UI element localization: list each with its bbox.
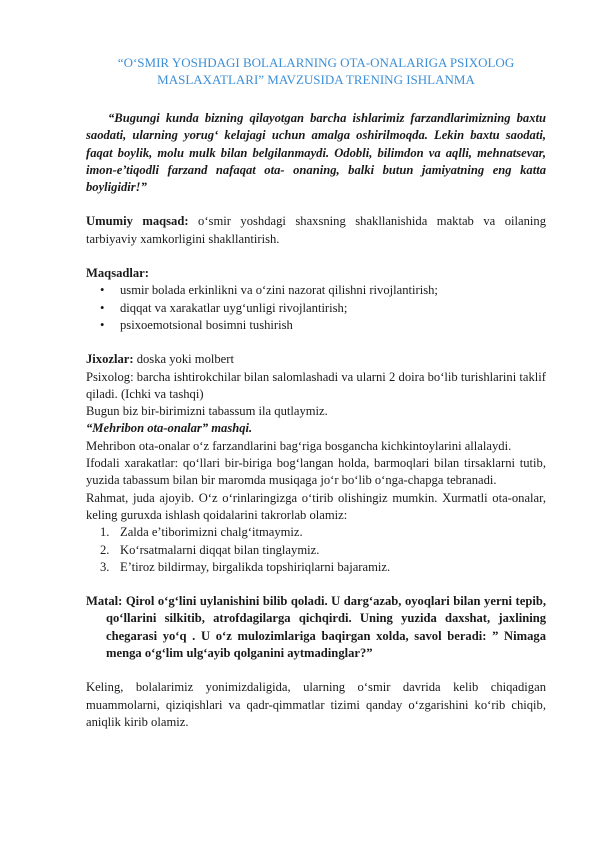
rule-text: Ko‘rsatmalarni diqqat bilan tinglaymiz. [120,542,320,557]
rule-text: E’tiroz bildirmay, birgalikda topshiriqlarni bajaramiz. [120,559,391,574]
objectives-heading: Maqsadlar: [86,266,149,281]
list-item-text: diqqat va xarakatlar uyg‘unligi rivojlantirish; [120,300,348,315]
list-item-text: psixoemotsional bosimni tushirish [120,317,293,332]
goal-paragraph [86,213,546,248]
exercise-title: “Mehribon ota-onalar” mashqi. [86,421,253,436]
list-item [100,559,546,576]
spacer [86,662,546,679]
list-item [100,317,546,334]
list-item [100,282,546,299]
list-item [100,300,546,317]
equipment-paragraph [86,351,546,368]
list-item [100,524,546,541]
list-item-text: usmir bolada erkinlikni va o‘zini nazorat qilishni rivojlantirish; [120,283,438,298]
rule-text: Zalda e’tiborimizni chalg‘itmaymiz. [120,525,303,540]
objectives-list [86,282,546,334]
instruction-paragraph: Psixolog: barcha ishtirokchilar bilan salomlashadi va ularni 2 doira bo‘lib turishlarini taklif qiladi. (Ichki va tashqi) [86,369,546,401]
epigraph-quote: “Bugungi kunda bizning qilayotgan barcha ishlarimiz farzandlarimizning baxtu saodati, ularning yorug‘ kelajagi uchun amalga oshirilmoqda. Lekin baxtu saodati, faqat boylik, molu mulk bilan belgilanmaydi. Odobli, bilimdon va aqlli, mehnatsevar, imon-e’tiqodli farzand nafaqat ota- onaning, balki butun jamiyatning eng katta boyligidir!” [86,111,546,195]
spacer [86,196,546,213]
spacer [86,334,546,351]
spacer [86,576,546,593]
document-title: “O‘SMIR YOSHDAGI BOLALARNING OTA-ONALARIGA PSIXOLOG MASLAXATLARI” MAVZUSIDA TRENING ISHLANMA [117,55,515,87]
bullet-icon: • [100,317,105,332]
proverb-paragraph: Matal: Qirol o‘g‘lini uylanishini bilib qoladi. U darg‘azab, oyoqlari bilan yerni tepib, qo‘llarini silkitib, atrofdagilarga qichqirdi. Uning yuzida daxshat, jaxlining chegarasi yo‘q . U o‘z mulozimlariga baqirgan xolda, savol beradi: ” Nimaga menga o‘g‘lim ulg‘ayib qolganini aytmadinglar?” [86,594,546,661]
document-content [86,54,546,731]
exercise-paragraph: Mehribon ota-onalar o‘z farzandlarini bag‘riga bosgancha kichkintoylarini allalaydi. [86,438,512,453]
rule-number: 2. [100,542,110,557]
closing-paragraph: Keling, bolalarimiz yonimizdaligida, ularning o‘smir davrida kelib chiqadigan muammolarni, qiziqishlari va qadr-qimmatlar tizimi qanday o‘zgarishini ko‘rib chiqib, aniqlik kirib olamiz. [86,680,546,729]
greeting-paragraph: Bugun biz bir-birimizni tabassum ila qutlaymiz. [86,404,328,419]
goal-label: Umumiy maqsad: [86,214,189,229]
equipment-text: doska yoki molbert [133,352,234,367]
exercise-paragraph: Ifodali xarakatlar: qo‘llari bir-biriga bog‘langan holda, barmoqlari bilan tirsaklarni tutib, yuzida tabassum bilan bir maromda musiqaga jo‘r bo‘lib o‘nga-chapga tebranadi. [86,456,546,488]
bullet-icon: • [100,283,105,298]
rules-list [86,524,546,576]
equipment-label: Jixozlar: [86,352,134,367]
goal-text: o‘smir yoshdagi shaxsning shakllanishida maktab va oilaning tarbiyaviy xamkorligini shakllantirish. [86,214,546,246]
list-item [100,542,546,559]
spacer [86,248,546,265]
rule-number: 3. [100,559,110,574]
bullet-icon: • [100,300,105,315]
rule-number: 1. [100,525,110,540]
exercise-paragraph: Rahmat, juda ajoyib. O‘z o‘rinlaringizga o‘tirib olishingiz mumkin. Xurmatli ota-onalar, keling guruxda ishlash qoidalarini takrorlab olamiz: [86,490,546,522]
